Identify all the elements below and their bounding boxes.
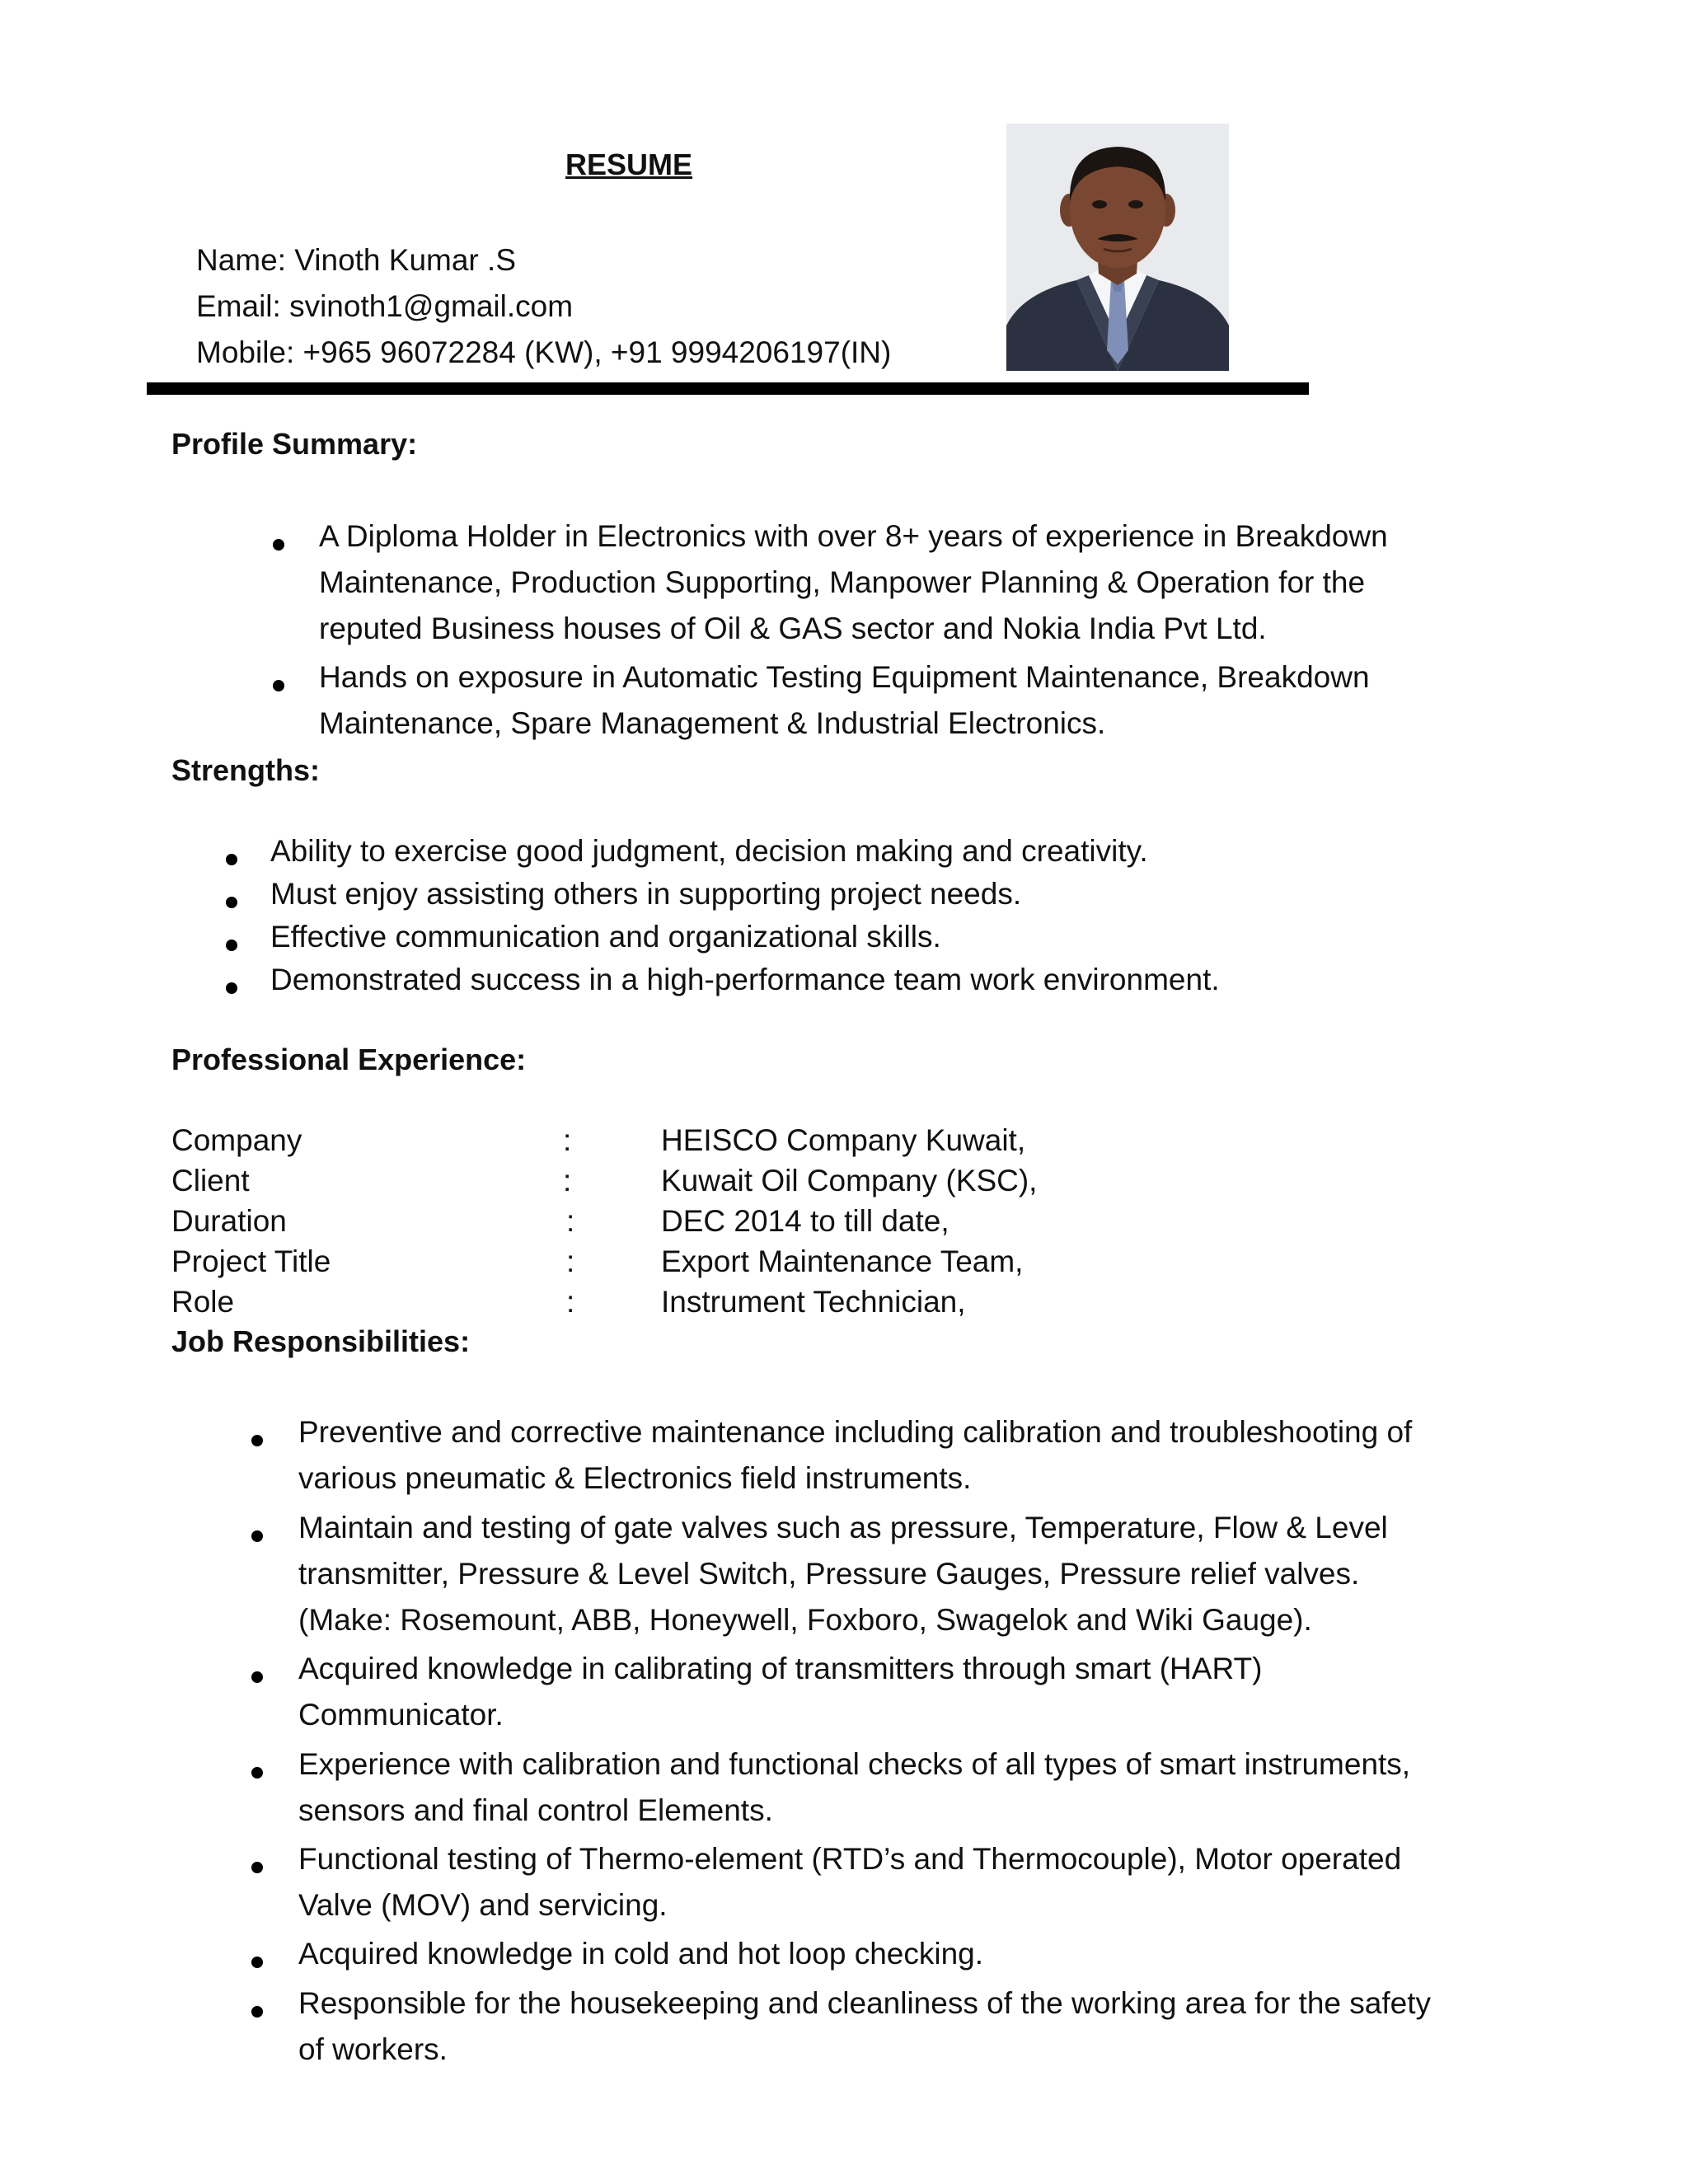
profile-summary-heading: Profile Summary: (171, 427, 418, 461)
list-item: A Diploma Holder in Electronics with over 8+ years of experience in Breakdown (319, 519, 1388, 553)
list-item: Maintain and testing of gate valves such as pressure, Temperature, Flow & Level (298, 1511, 1388, 1544)
list-item: Preventive and corrective maintenance including calibration and troubleshooting of (298, 1415, 1413, 1449)
header-divider (147, 382, 1309, 395)
bullet-icon (226, 897, 237, 908)
contact-mobile: Mobile: +965 96072284 (KW), +91 9994206197(IN) (196, 335, 892, 369)
strengths-heading: Strengths: (171, 753, 320, 787)
list-item-continuation: reputed Business houses of Oil & GAS sector and Nokia India Pvt Ltd. (319, 612, 1267, 645)
bullet-icon (226, 982, 237, 994)
list-item-continuation: various pneumatic & Electronics field instruments. (298, 1461, 972, 1495)
experience-value: Export Maintenance Team, (661, 1244, 1024, 1278)
bullet-icon (273, 680, 284, 691)
list-item-continuation: of workers. (298, 2032, 448, 2066)
bullet-icon (273, 539, 284, 551)
profile-photo (1006, 124, 1229, 371)
list-item: Demonstrated success in a high-performance team work environment. (270, 963, 1220, 996)
experience-value: Instrument Technician, (661, 1285, 966, 1319)
bullet-icon (251, 1435, 263, 1446)
bullet-icon (226, 854, 237, 865)
experience-label: Role (171, 1285, 235, 1319)
bullet-icon (251, 1767, 263, 1779)
list-item: Acquired knowledge in cold and hot loop checking. (298, 1937, 984, 1971)
list-item-continuation: (Make: Rosemount, ABB, Honeywell, Foxboro, Swagelok and Wiki Gauge). (298, 1603, 1312, 1637)
resume-title: RESUME (565, 148, 693, 181)
bullet-icon (251, 1957, 263, 1968)
experience-colon: : (566, 1204, 575, 1238)
bullet-icon (251, 1862, 263, 1873)
bullet-icon (251, 1671, 263, 1683)
experience-label: Duration (171, 1204, 287, 1238)
experience-colon: : (566, 1285, 575, 1319)
list-item: Acquired knowledge in calibrating of transmitters through smart (HART) (298, 1652, 1263, 1685)
list-item: Hands on exposure in Automatic Testing Equipment Maintenance, Breakdown (319, 660, 1370, 694)
list-item: Experience with calibration and functional checks of all types of smart instruments, (298, 1747, 1411, 1781)
bullet-icon (251, 2006, 263, 2018)
list-item-continuation: Communicator. (298, 1698, 504, 1732)
list-item: Effective communication and organizational skills. (270, 920, 941, 954)
contact-name: Name: Vinoth Kumar .S (196, 243, 516, 277)
list-item-continuation: Valve (MOV) and servicing. (298, 1888, 668, 1922)
bullet-icon (251, 1530, 263, 1542)
list-item-continuation: Maintenance, Production Supporting, Manpower Planning & Operation for the (319, 565, 1366, 599)
experience-colon: : (563, 1123, 572, 1157)
experience-label: Company (171, 1123, 302, 1157)
bullet-icon (226, 940, 237, 951)
list-item: Responsible for the housekeeping and cleanliness of the working area for the safety (298, 1986, 1431, 2020)
list-item: Functional testing of Thermo-element (RTD’s and Thermocouple), Motor operated (298, 1842, 1402, 1876)
experience-value: HEISCO Company Kuwait, (661, 1123, 1026, 1157)
list-item: Ability to exercise good judgment, decision making and creativity. (270, 834, 1148, 868)
responsibilities-heading: Job Responsibilities: (171, 1324, 471, 1358)
experience-value: Kuwait Oil Company (KSC), (661, 1164, 1038, 1197)
list-item-continuation: sensors and final control Elements. (298, 1793, 773, 1827)
experience-label: Client (171, 1164, 250, 1197)
experience-colon: : (566, 1244, 575, 1278)
experience-value: DEC 2014 to till date, (661, 1204, 950, 1238)
list-item-continuation: Maintenance, Spare Management & Industrial Electronics. (319, 706, 1106, 740)
experience-heading: Professional Experience: (171, 1043, 527, 1076)
experience-colon: : (563, 1164, 572, 1197)
list-item-continuation: transmitter, Pressure & Level Switch, Pressure Gauges, Pressure relief valves. (298, 1557, 1360, 1591)
list-item: Must enjoy assisting others in supporting project needs. (270, 877, 1022, 911)
experience-label: Project Title (171, 1244, 331, 1278)
contact-email: Email: svinoth1@gmail.com (196, 289, 574, 323)
